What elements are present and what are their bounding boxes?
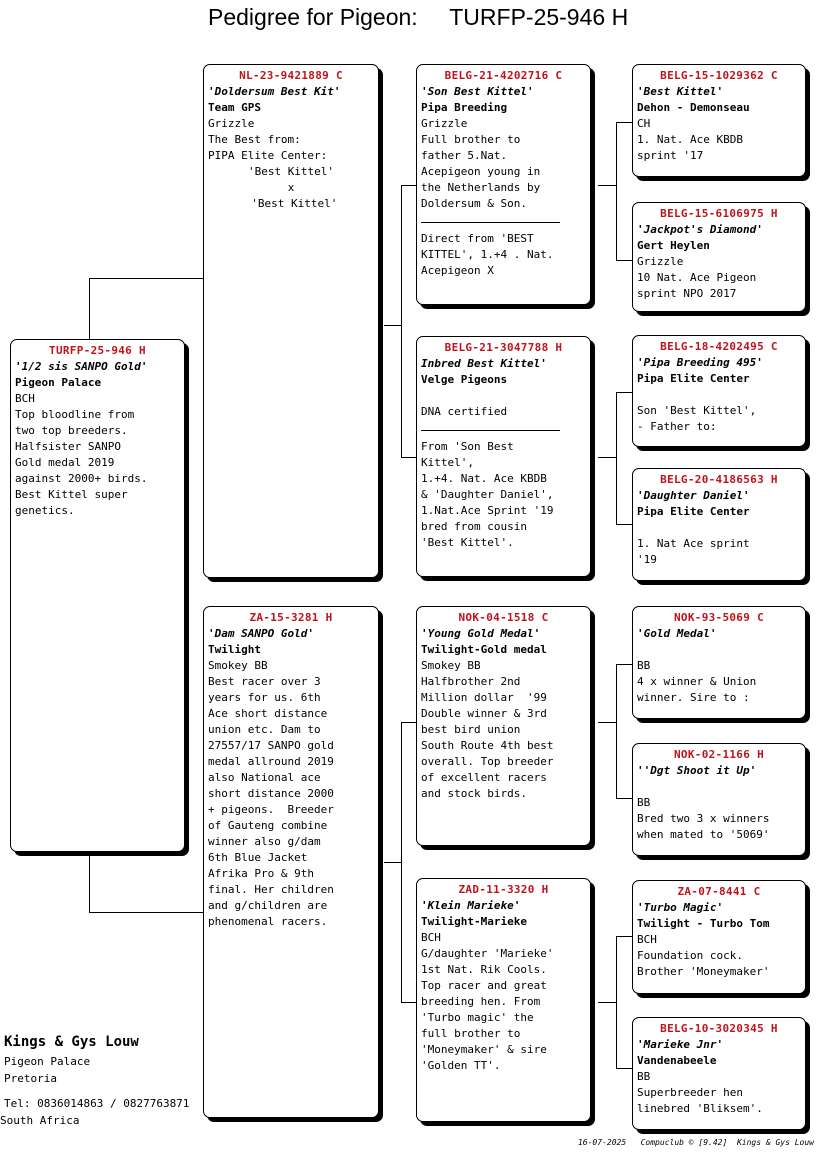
pigeon-name: 'Marieke Jnr' [637,1038,724,1051]
pigeon-owner: Velge Pigeons [421,373,508,386]
note-line: South Route 4th best [421,739,554,752]
pigeon-card-subject[interactable] [10,339,185,852]
note-line: Best racer over 3 [208,675,321,688]
pigeon-card-dam-dam-sire[interactable] [632,880,806,994]
pigeon-name: Inbred Best Kittel' [421,357,547,370]
pigeon-name: 'Son Best Kittel' [421,85,534,98]
pigeon-name: 'Young Gold Medal' [421,627,541,640]
note-line: 'Best Kittel' [247,165,335,178]
pigeon-owner: Vandenabeele [637,1054,717,1067]
connector-line [616,392,632,393]
note-line: 1.Nat.Ace Sprint '19 [421,504,554,517]
pigeon-name: 'Best Kittel' [637,85,724,98]
pigeon-card-sire-sire[interactable] [416,64,591,305]
connector-line [616,664,617,798]
note-line: linebred 'Bliksem'. [637,1102,763,1115]
note-line: 'Golden TT'. [421,1059,501,1072]
pigeon-owner: Pipa Breeding [421,101,508,114]
note-line: 'Best Kittel' [244,197,338,210]
note-line: Top racer and great [421,979,547,992]
connector-line [401,1002,416,1003]
pigeon-name: '1/2 sis SANPO Gold' [15,360,148,373]
ring-number: NOK-02-1166 H [674,748,764,761]
ring-number: BELG-18-4202495 C [660,340,778,353]
note-line: 6th Blue Jacket [208,851,308,864]
note-line: sprint '17 [637,149,704,162]
ring-number: NOK-04-1518 C [458,611,549,624]
note-line: full brother to [421,1027,521,1040]
breeder-name: Kings & Gys Louw [4,1034,139,1050]
note-line: final. Her children [208,883,334,896]
ring-number: NOK-93-5069 C [674,611,764,624]
note-line: + pigeons. Breeder [208,803,334,816]
note-line: 1.+4. Nat. Ace KBDB [421,472,547,485]
note-line: and g/children are [208,899,328,912]
connector-line [401,185,402,457]
note-line: - Father to: [637,420,717,433]
connector-line [89,278,90,340]
note-line: Halfsister SANPO [15,440,121,453]
country: South Africa [0,1114,80,1127]
pigeon-name: 'Turbo Magic' [637,901,724,914]
note-line: the Netherlands by [421,181,541,194]
note-line [637,387,801,403]
note-line: Superbreeder hen [637,1086,743,1099]
note-line: 'Best Kittel'. [421,536,514,549]
note-line: Double winner & 3rd [421,707,547,720]
pigeon-name: 'Dam SANPO Gold' [208,627,314,640]
pigeon-owner: Twilight-Gold medal [421,643,547,656]
ring-number: NL-23-9421889 C [239,69,343,82]
note-line: 10 Nat. Ace Pigeon [637,271,757,284]
ring-number: BELG-21-3047788 H [444,341,563,354]
note-line [637,520,801,536]
note-line: 1. Nat Ace sprint [637,537,750,550]
note-line: 1. Nat. Ace KBDB [637,133,743,146]
pigeon-notes [15,391,180,519]
connector-line [616,798,632,799]
note-line: Gold medal 2019 [15,456,115,469]
note-line: Million dollar '99 [421,691,547,704]
connector-line [598,722,616,723]
connector-line [401,722,402,1002]
pigeon-card-sire-dam-dam[interactable] [632,468,806,581]
connector-line [616,524,632,525]
connector-line [401,722,416,723]
connector-line [616,122,632,123]
note-line: Kittel', [421,456,474,469]
pigeon-name: 'Gold Medal' [637,627,717,640]
divider [421,222,560,223]
note-line: Son 'Best Kittel', [637,404,757,417]
note-line: Doldersum & Son. [421,197,527,210]
note-line: Smokey BB [208,659,268,672]
telephone: Tel: 0836014863 / 0827763871 [4,1097,190,1110]
title-label: Pedigree for Pigeon: [208,4,418,30]
note-line: 1st Nat. Rik Cools. [421,963,547,976]
note-line: KITTEL', 1.+4 . Nat. [421,248,554,261]
note-line: breeding hen. From [421,995,541,1008]
note-line: BB [637,659,651,672]
connector-line [616,936,617,1068]
pigeon-owner: Pipa Elite Center [637,372,750,385]
pigeon-card-dam-dam-dam[interactable] [632,1017,806,1130]
note-line: CH [637,117,651,130]
connector-line [616,392,617,524]
note-line: winner also g/dam [208,835,321,848]
connector-line [598,1002,616,1003]
pigeon-owner: Pigeon Palace [15,376,102,389]
ring-number: BELG-15-1029362 C [660,69,778,82]
connector-line [616,122,617,260]
note-line: Brother 'Moneymaker' [637,965,770,978]
ring-number: BELG-21-4202716 C [444,69,563,82]
note-line: Acepigeon X [421,264,494,277]
pigeon-card-sire-sire-dam[interactable] [632,202,806,312]
pigeon-card-sire-dam[interactable] [416,336,591,577]
connector-line [384,325,401,326]
pigeon-name: 'Doldersum Best Kit' [208,85,341,98]
pigeon-owner: Dehon - Demonseau [637,101,750,114]
ring-number: TURFP-25-946 H [49,344,146,357]
note-line: DNA certified [421,405,508,418]
note-line: Grizzle [421,117,468,130]
ring-number: BELG-15-6106975 H [660,207,778,220]
pigeon-owner: Twilight-Marieke [421,915,527,928]
pigeon-owner [637,779,801,795]
pigeon-card-dam-sire[interactable] [416,606,591,846]
note-line: union etc. Dam to [208,723,321,736]
note-line: & 'Daughter Daniel', [421,488,554,501]
note-line: Best Kittel super [15,488,128,501]
note-line: 'Moneymaker' & sire [421,1043,547,1056]
ring-number: BELG-20-4186563 H [660,473,778,486]
note-line: Afrika Pro & 9th [208,867,314,880]
note-line: of excellent racers [421,771,547,784]
note-line: when mated to '5069' [637,828,770,841]
note-line: phenomenal racers. [208,915,328,928]
page-title [208,4,628,31]
pigeon-owner: Pipa Elite Center [637,505,750,518]
note-line: Direct from 'BEST [421,232,534,245]
note-line [421,388,586,404]
connector-line [616,664,632,665]
pigeon-owner: Gert Heylen [637,239,710,252]
note-line: PIPA Elite Center: [208,149,328,162]
note-line: BCH [15,392,35,405]
connector-line [616,936,632,937]
note-line: and stock birds. [421,787,527,800]
divider [421,430,560,431]
note-line: two top breeders. [15,424,128,437]
software-credit: Compuclub © [9.42] Kings & Gys Louw [640,1138,814,1147]
ring-number: ZAD-11-3320 H [458,883,549,896]
loft-name: Pigeon Palace [4,1055,91,1068]
pigeon-card-sire-sire-sire[interactable] [632,64,806,177]
note-line: Foundation cock. [637,949,743,962]
pigeon-card-sire-dam-sire[interactable] [632,335,806,447]
pigeon-card-dam[interactable] [203,606,379,1118]
note-line: of Gauteng combine [208,819,328,832]
note-line: BB [637,796,651,809]
print-stamp [578,1138,814,1147]
note-line: against 2000+ birds. [15,472,148,485]
note-line: From 'Son Best [421,440,514,453]
pigeon-owner: Team GPS [208,101,261,114]
connector-line [89,852,90,912]
note-line: genetics. [15,504,75,517]
note-line: Top bloodline from [15,408,135,421]
breeder-info [0,1034,190,1129]
note-line: Grizzle [208,117,255,130]
pigeon-name: 'Pipa Breeding 495' [637,356,763,369]
connector-line [384,862,401,863]
note-line: BB [637,1070,651,1083]
pigeon-card-dam-sire-dam[interactable] [632,743,806,856]
note-line: G/daughter 'Marieke' [421,947,554,960]
note-line: best bird union [421,723,521,736]
note-line: medal allround 2019 [208,755,334,768]
note-line: Halfbrother 2nd [421,675,521,688]
pigeon-owner: Twilight [208,643,261,656]
pigeon-owner: Twilight - Turbo Tom [637,917,770,930]
city: Pretoria [4,1072,57,1085]
note-line: The Best from: [208,133,301,146]
note-line: Bred two 3 x winners [637,812,770,825]
note-line: '19 [637,553,657,566]
connector-line [401,185,416,186]
pigeon-name: 'Klein Marieke' [421,899,521,912]
note-line: Full brother to [421,133,521,146]
note-line: also National ace [208,771,321,784]
pigeon-card-dam-dam[interactable] [416,878,591,1122]
note-line: Ace short distance [208,707,328,720]
pigeon-card-dam-sire-sire[interactable] [632,606,806,719]
connector-line [616,1068,632,1069]
note-line: Acepigeon young in [421,165,541,178]
ring-number: ZA-07-8441 C [677,885,761,898]
note-line: Smokey BB [421,659,481,672]
pigeon-card-sire[interactable] [203,64,379,578]
title-ring: TURFP-25-946 H [449,4,629,30]
note-line: BCH [421,931,441,944]
note-line: 4 x winner & Union [637,675,757,688]
print-date: 16-07-2025 [577,1138,627,1147]
note-line: x [287,181,295,194]
pigeon-name: ''Dgt Shoot it Up' [637,764,757,777]
connector-line [89,278,204,279]
note-line: bred from cousin [421,520,527,533]
connector-line [598,457,616,458]
note-line: Grizzle [637,255,684,268]
note-line: winner. Sire to : [637,691,750,704]
note-line: short distance 2000 [208,787,334,800]
note-line: 'Turbo magic' the [421,1011,534,1024]
note-line: years for us. 6th [208,691,321,704]
connector-line [89,912,204,913]
note-line: overall. Top breeder [421,755,554,768]
pigeon-name: 'Daughter Daniel' [637,489,750,502]
ring-number: ZA-15-3281 H [249,611,333,624]
note-line: 27557/17 SANPO gold [208,739,334,752]
connector-line [598,185,616,186]
pigeon-name: 'Jackpot's Diamond' [637,223,763,236]
note-line: BCH [637,933,657,946]
note-line: sprint NPO 2017 [637,287,737,300]
note-line: father 5.Nat. [421,149,508,162]
ring-number: BELG-10-3020345 H [660,1022,778,1035]
connector-line [401,457,416,458]
connector-line [616,260,632,261]
pigeon-owner [637,642,801,658]
